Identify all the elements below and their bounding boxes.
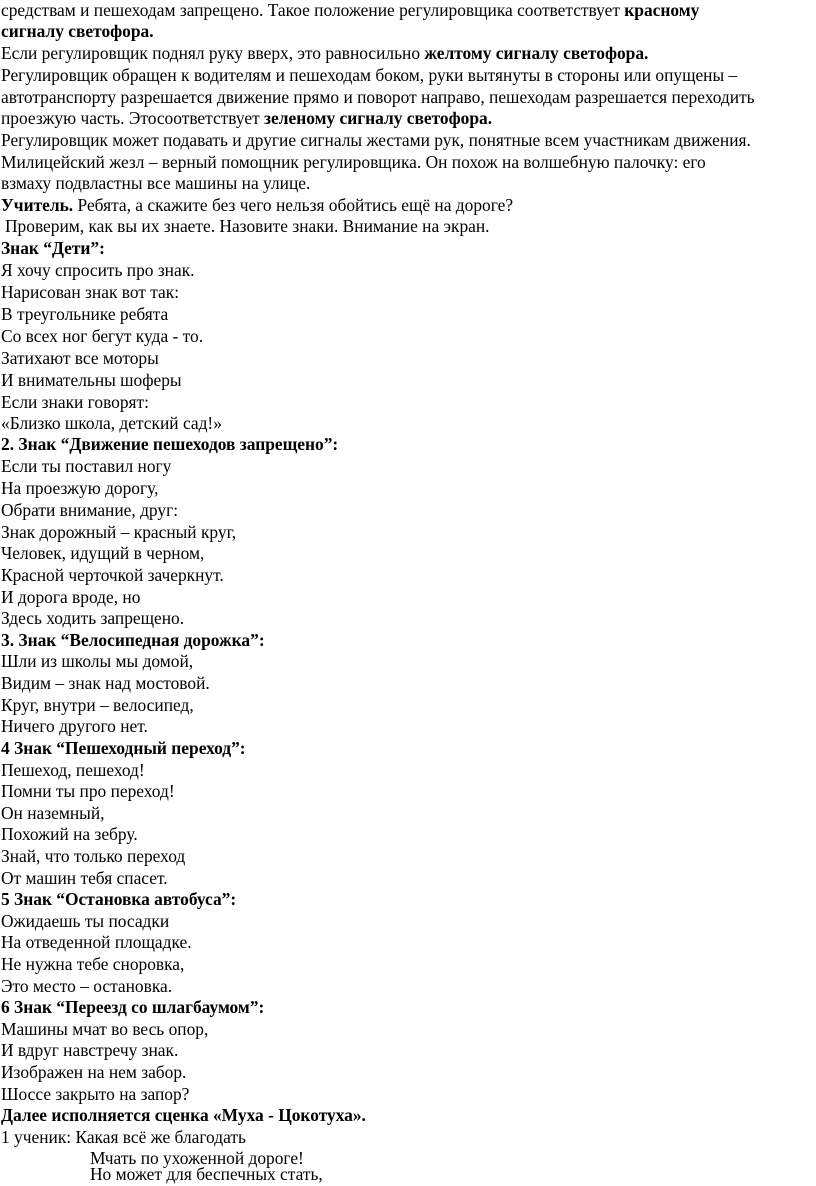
verse-line: Шли из школы мы домой, (1, 651, 194, 671)
scene-line: Но может для беспечных стать, (90, 1164, 323, 1184)
verse-line: Видим – знак над мостовой. (1, 673, 210, 693)
verse-line: На проезжую дорогу, (1, 478, 159, 498)
verse-line: Изображен на нем забор. (1, 1062, 187, 1082)
scene-heading: Далее исполняется сценка «Муха - Цокотуха». (1, 1105, 366, 1125)
verse-line: Нарисован знак вот так: (1, 282, 180, 302)
paragraph-text: Ребята, а скажите без чего нельзя обойтись ещё на дороге? (73, 195, 514, 215)
verse-line: Помни ты про переход! (1, 781, 175, 801)
verse-line: Со всех ног бегут куда - то. (1, 326, 204, 346)
verse-line: Ничего другого нет. (1, 716, 148, 736)
paragraph-line: Регулировщик может подавать и другие сигналы жестами рук, понятные всем участникам движения. (1, 130, 751, 150)
verse-line: Похожий на зебру. (1, 824, 138, 844)
paragraph-line: Регулировщик обращен к водителям и пешеходам боком, руки вытянуты в стороны или опущены – (1, 65, 738, 85)
paragraph-text: проезжую часть. Этосоответствует (1, 108, 265, 128)
paragraph-line (1, 0, 699, 21)
verse-line: Машины мчат во весь опор, (1, 1019, 209, 1039)
sign-heading: 4 Знак “Пешеходный переход”: (1, 738, 246, 758)
sign-heading: Знак “Дети”: (1, 238, 105, 258)
verse-line: Если ты поставил ногу (1, 456, 172, 476)
verse-line: Здесь ходить запрещено. (1, 608, 185, 628)
verse-line: И внимательны шоферы (1, 370, 182, 390)
verse-line: И дорога вроде, но (1, 587, 141, 607)
scene-line: 1 ученик: Какая всё же благодать (1, 1127, 246, 1147)
paragraph-line (1, 108, 492, 129)
verse-line: И вдруг навстречу знак. (1, 1040, 179, 1060)
verse-line: «Близко школа, детский сад!» (1, 413, 222, 433)
paragraph-text: Если регулировщик поднял руку вверх, это равносильно (1, 43, 425, 63)
verse-line: Это место – остановка. (1, 976, 173, 996)
verse-line: На отведенной площадке. (1, 932, 192, 952)
verse-line: Знай, что только переход (1, 846, 186, 866)
verse-line: Шоссе закрыто на запор? (1, 1084, 190, 1104)
verse-line: Затихают все моторы (1, 348, 159, 368)
verse-line: Знак дорожный – красный круг, (1, 522, 237, 542)
verse-line: От машин тебя спасет. (1, 868, 168, 888)
sign-heading: 5 Знак “Остановка автобуса”: (1, 889, 237, 909)
speaker-label: Учитель. (1, 195, 74, 215)
bold-text: зеленому сигналу светофора. (264, 108, 493, 128)
scene-line: Мчать по ухоженной дороге! (90, 1148, 304, 1168)
verse-line: Ожидаешь ты посадки (1, 911, 170, 931)
verse-line: Я хочу спросить про знак. (1, 260, 195, 280)
paragraph-line: взмаху подвластны все машины на улице. (1, 173, 311, 193)
paragraph-line (1, 43, 648, 64)
teacher-line (1, 195, 513, 216)
paragraph-text: средствам и пешеходам запрещено. Такое положение регулировщика соответствует (1, 0, 625, 20)
paragraph-line: автотранспорту разрешается движение прямо и поворот направо, пешеходам разрешается переходить (1, 87, 755, 107)
verse-line: Не нужна тебе сноровка, (1, 954, 185, 974)
sign-heading: 2. Знак “Движение пешеходов запрещено”: (1, 434, 339, 454)
verse-line: Если знаки говорят: (1, 392, 149, 412)
paragraph-line: Милицейский жезл – верный помощник регулировщика. Он похож на волшебную палочку: его (1, 152, 706, 172)
bold-text: желтому сигналу светофора. (424, 43, 649, 63)
paragraph-line (1, 21, 154, 42)
verse-line: Обрати внимание, друг: (1, 500, 179, 520)
sign-heading: 3. Знак “Велосипедная дорожка”: (1, 630, 265, 650)
teacher-line: Проверим, как вы их знаете. Назовите знаки. Внимание на экран. (5, 216, 490, 236)
sign-heading: 6 Знак “Переезд со шлагбаумом”: (1, 997, 265, 1017)
verse-line: Красной черточкой зачеркнут. (1, 565, 224, 585)
bold-text: сигналу светофора. (1, 21, 154, 41)
verse-line: Он наземный, (1, 803, 105, 823)
verse-line: Круг, внутри – велосипед, (1, 695, 194, 715)
bold-text: красному (624, 0, 700, 20)
verse-line: В треугольнике ребята (1, 304, 169, 324)
verse-line: Пешеход, пешеход! (1, 760, 145, 780)
verse-line: Человек, идущий в черном, (1, 543, 205, 563)
